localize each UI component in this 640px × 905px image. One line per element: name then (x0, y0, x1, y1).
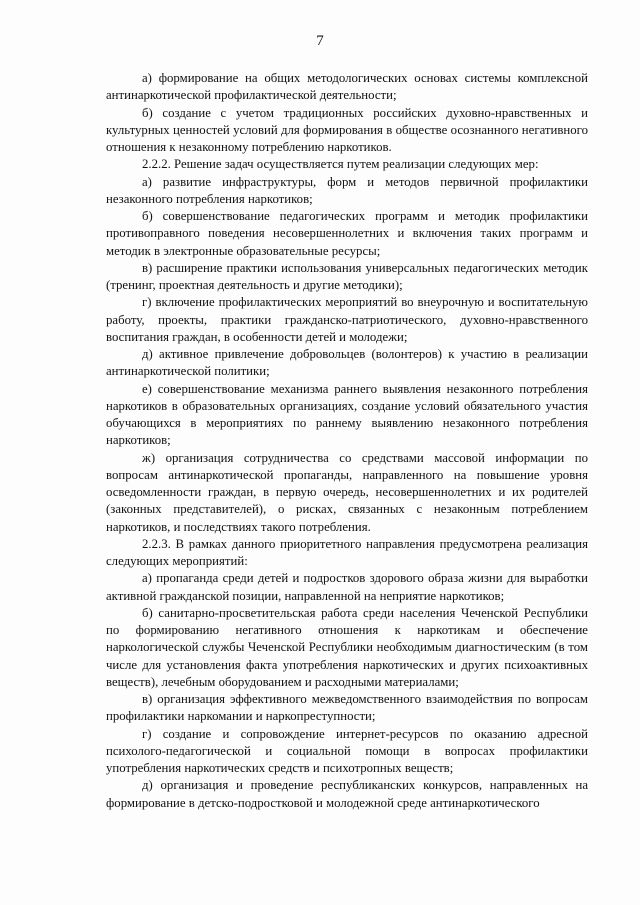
paragraph: 2.2.2. Решение задач осуществляется путем реализации следующих мер: (142, 157, 539, 172)
paragraph: б) совершенствование педагогических программ и методик профилактики противоправного поведения несовершеннолетних и включения таких программ и методик в электронные образовательные ресурсы; (106, 209, 588, 258)
paragraph: а) пропаганда среди детей и подростков здорового образа жизни для выработки активной гражданской позиции, направленной на неприятие наркотиков; (106, 571, 588, 603)
paragraph: д) организация и проведение республиканских конкурсов, направленных на формирование в детско-подростковой и молодежной среде антинаркотического (106, 778, 588, 810)
paragraph: а) развитие инфраструктуры, форм и методов первичной профилактики незаконного потребления наркотиков; (106, 174, 588, 206)
paragraph: ж) организация сотрудничества со средствами массовой информации по вопросам антинаркотической пропаганды, направленного на повышение уровня осведомленности граждан, в первую очередь, несовершеннолетних и их родителей (законных представителей), о рисках, связанных с незаконным потреблением наркотиков, и последствиях такого потребления. (106, 450, 588, 534)
paragraph: б) санитарно-просветительская работа среди населения Чеченской Республики по формированию негативного отношения к наркотикам и обеспечение наркологической службы Чеченской Республики необходимым диагностическим (в том числе для установления факта употребления наркотических и других психоактивных веществ), лечебным оборудованием и расходными материалами; (106, 605, 588, 689)
paragraph: е) совершенствование механизма раннего выявления незаконного потребления наркотиков в образовательных организациях, создание условий обязательного участия обучающихся в мероприятиях по раннему выявлению незаконного потребления наркотиков; (106, 381, 588, 448)
paragraph: г) создание и сопровождение интернет-ресурсов по оказанию адресной психолого-педагогической и социальной помощи в вопросах профилактики употребления наркотических средств и психотропных веществ; (106, 726, 588, 775)
paragraph: г) включение профилактических мероприятий во внеурочную и воспитательную работу, проекты, практики гражданско-патриотического, духовно-нравственного воспитания граждан, в особенности детей и молодежи; (106, 295, 588, 344)
document-body (106, 70, 588, 812)
page-number: 7 (316, 33, 324, 49)
paragraph: в) расширение практики использования универсальных педагогических методик (тренинг, проектная деятельность и другие методики); (106, 260, 588, 292)
paragraph: б) создание с учетом традиционных российских духовно-нравственных и культурных ценностей условий для формирования в обществе осознанного негативного отношения к незаконному потреблению наркотиков. (106, 105, 588, 154)
paragraph: а) формирование на общих методологических основах системы комплексной антинаркотической профилактической деятельности; (106, 71, 588, 103)
paragraph: в) организация эффективного межведомственного взаимодействия по вопросам профилактики наркомании и наркопреступности; (106, 692, 588, 724)
paragraph: 2.2.3. В рамках данного приоритетного направления предусмотрена реализация следующих мероприятий: (106, 536, 588, 568)
paragraph: д) активное привлечение добровольцев (волонтеров) к участию в реализации антинаркотической политики; (106, 347, 588, 379)
